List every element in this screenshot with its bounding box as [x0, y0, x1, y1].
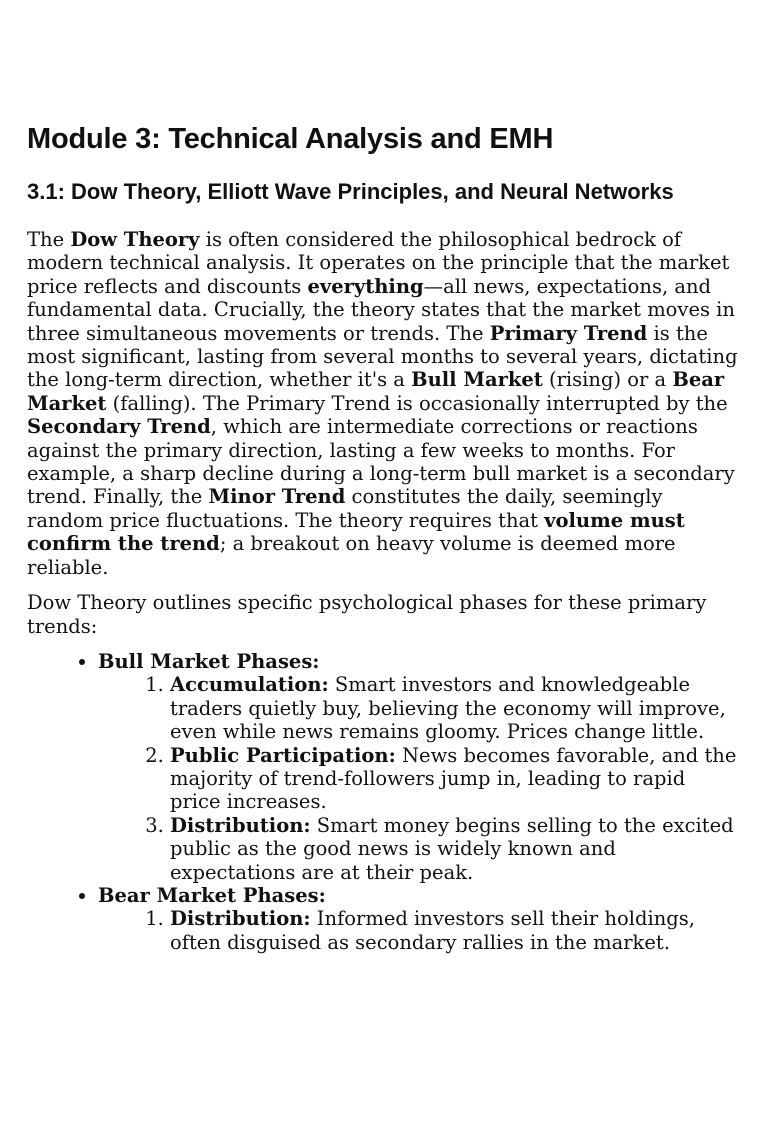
- bear-steps-list: [98, 907, 741, 954]
- phase-heading: Bear Market Phases:: [98, 883, 326, 907]
- list-item: [170, 673, 741, 743]
- text-run: (rising) or a: [542, 368, 673, 392]
- step-text: Smart investors and knowledgeable traders quietly buy, believing the economy will improve, even while news remains gloomy. Prices change little.: [170, 673, 726, 744]
- dow-theory-paragraph: [27, 228, 741, 579]
- step-term: Distribution:: [170, 813, 311, 837]
- text-run: is the most significant, lasting from several months to several years, dictating the long-term direction, whether it's a: [27, 321, 738, 392]
- bear-market-phases: [98, 884, 741, 954]
- step-term: Accumulation:: [170, 673, 329, 697]
- section-heading: 3.1: Dow Theory, Elliott Wave Principles, and Neural Networks: [27, 179, 674, 204]
- bold-term: Secondary Trend: [27, 415, 211, 439]
- bold-term: Bear Market: [27, 368, 725, 415]
- bold-term: Primary Trend: [489, 321, 648, 345]
- phases-list: [27, 650, 741, 954]
- step-text: Informed investors sell their holdings, often disguised as secondary rallies in the market.: [170, 907, 695, 954]
- step-text: News becomes favorable, and the majority of trend-followers jump in, leading to rapid price increases.: [170, 743, 737, 814]
- text-run: The: [27, 228, 71, 251]
- module-title: Module 3: Technical Analysis and EMH: [27, 123, 554, 155]
- step-term: Public Participation:: [170, 743, 396, 767]
- text-run: constitutes the daily, seemingly random price fluctuations. The theory requires that: [27, 485, 663, 532]
- text-run: ; a breakout on heavy volume is deemed more reliable.: [27, 532, 676, 579]
- list-item: [170, 814, 741, 884]
- text-run: (falling). The Primary Trend is occasionally interrupted by the: [106, 391, 728, 415]
- step-text: Smart money begins selling to the excited public as the good news is widely known and expectations are at their peak.: [170, 813, 734, 884]
- document-page: [0, 122, 768, 954]
- bull-steps-list: [98, 673, 741, 884]
- list-item: [170, 907, 741, 954]
- text-run: is often considered the philosophical bedrock of modern technical analysis. It operates on the principle that the market price reflects and discounts: [27, 228, 730, 298]
- list-item: [170, 744, 741, 814]
- bold-term: Dow Theory: [70, 228, 200, 251]
- bold-term: everything: [307, 274, 424, 298]
- phase-heading: Bull Market Phases:: [98, 649, 320, 673]
- bold-term: Bull Market: [411, 368, 543, 392]
- bold-term: volume must confirm the trend: [27, 508, 685, 556]
- text-run: —all news, expectations, and fundamental data. Crucially, the theory states that the market moves in three simultaneous movements or trends. The: [27, 274, 735, 345]
- bold-term: Minor Trend: [208, 485, 346, 509]
- text-run: , which are intermediate corrections or reactions against the primary direction, lasting a few weeks to months. For example, a sharp decline during a long-term bull market is a secondary trend. Finally, the: [27, 415, 735, 509]
- bull-market-phases: [98, 650, 741, 884]
- phases-intro-paragraph: Dow Theory outlines specific psychological phases for these primary trends:: [27, 591, 707, 638]
- step-term: Distribution:: [170, 907, 311, 931]
